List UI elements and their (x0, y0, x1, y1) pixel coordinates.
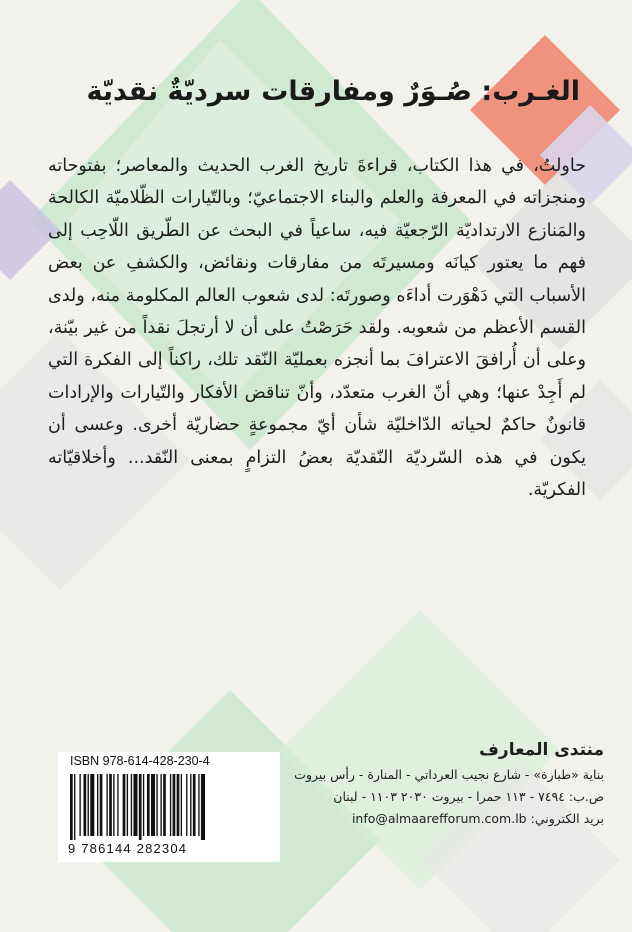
barcode-bar (147, 774, 150, 836)
barcode-bar (88, 774, 89, 836)
barcode-bar (74, 774, 75, 840)
barcode-bar (186, 774, 187, 836)
barcode-bar (109, 774, 112, 836)
barcode-bar (133, 774, 137, 836)
barcode-bar (198, 774, 199, 836)
publisher-email-line (264, 808, 604, 830)
publisher-name: منتدى المعارف (479, 740, 604, 760)
barcode-bar (139, 774, 142, 840)
barcode-bar (163, 774, 166, 836)
isbn-label: ISBN 978-614-428-230-4 (70, 754, 210, 768)
barcode-bar (100, 774, 103, 836)
barcode-bar (70, 774, 73, 840)
barcode-bar (181, 774, 182, 836)
blurb (48, 150, 586, 506)
barcode-bar (131, 774, 132, 836)
book-title (86, 76, 580, 107)
title-subtitle: سرديّةٌ نقديّة (86, 76, 252, 107)
barcode-bar (113, 774, 114, 836)
barcode-bar (97, 774, 98, 836)
publisher-address: بناية «طبارة» - شارع نجيب العرداتي - المنارة - رأس بيروت (294, 767, 604, 782)
barcode-bar (106, 774, 107, 836)
barcode-bar (90, 774, 94, 836)
barcode-bar (84, 774, 87, 836)
barcode-bar (123, 774, 126, 836)
barcode-bar (177, 774, 180, 836)
barcode-bar (173, 774, 176, 836)
barcode-bar (190, 774, 191, 836)
isbn-barcode (58, 752, 280, 862)
barcode-bar (193, 774, 196, 836)
barcode-bars (70, 774, 268, 840)
barcode-bar (79, 774, 80, 836)
barcode-digits: 9 786144 282304 (68, 841, 188, 856)
barcode-bar (127, 774, 128, 836)
title-main: الغـرب: صُـوَرٌ ومفارقات (261, 76, 580, 107)
barcode-bar (201, 774, 205, 840)
barcode-bar (160, 774, 161, 836)
email-label: بريد الكتروني: (530, 811, 604, 826)
blurb-paragraph: حاولتُ، في هذا الكتاب، قراءةَ تاريخ الغرب الحديث والمعاصر؛ بفتوحاته ومنجزاته في المعرفة والعلم والبناء الاجتماعيّ؛ وبالتّيارات الظّلاميّة الكالحة والمَنازع الارتداديّة الرّجعيّة فيه، ساعياً في البحث عن الطّريق اللّاحِب إلى فهم ما يعتور كيانَه ومسيرتَه من مفارقات ونقائض، والكشفِ عن بعض الأسباب التي دَهْوَرت أداءَه وصورتَه: لدى شعوب العالم المكلومة منه، ولدى القسم الأعظم من شعوبه. ولقد حَرَصْتُ على أن لا أرتجلَ نقداً من غير بيّنة، وعلى أن أُرافقَ الاعترافَ بما أنجزه بعمليّة النّقد تلك، راكناً إلى الفكرة التي لم أَجِدْ عنها؛ وهي أنّ الغرب متعدّد، وأنّ تناقض الأفكار والتّيارات والإرادات قانونٌ حاكمٌ لحياته الدّاخليّة شأن أيّ مجموعةٍ حضاريّة أخرى. وعسى أن يكون في هذه السّرديّة النّقديّة بعضُ التزامٍ بمعنى النّقد... وأخلاقيّاته الفكريّة. (48, 156, 586, 501)
barcode-bar (170, 774, 171, 836)
publisher-po-box: ص.ب: ٧٤٩٤ - ١١٣ حمرا - بيروت ٢٠٣٠ ١١٠٣ - لبنان (333, 789, 604, 804)
email-address: info@almaarefforum.com.lb (351, 811, 527, 826)
barcode-bar (156, 774, 157, 836)
barcode-bar (151, 774, 155, 836)
publisher-info (264, 740, 604, 830)
barcode-bar (117, 774, 118, 836)
barcode-bar (143, 774, 144, 836)
